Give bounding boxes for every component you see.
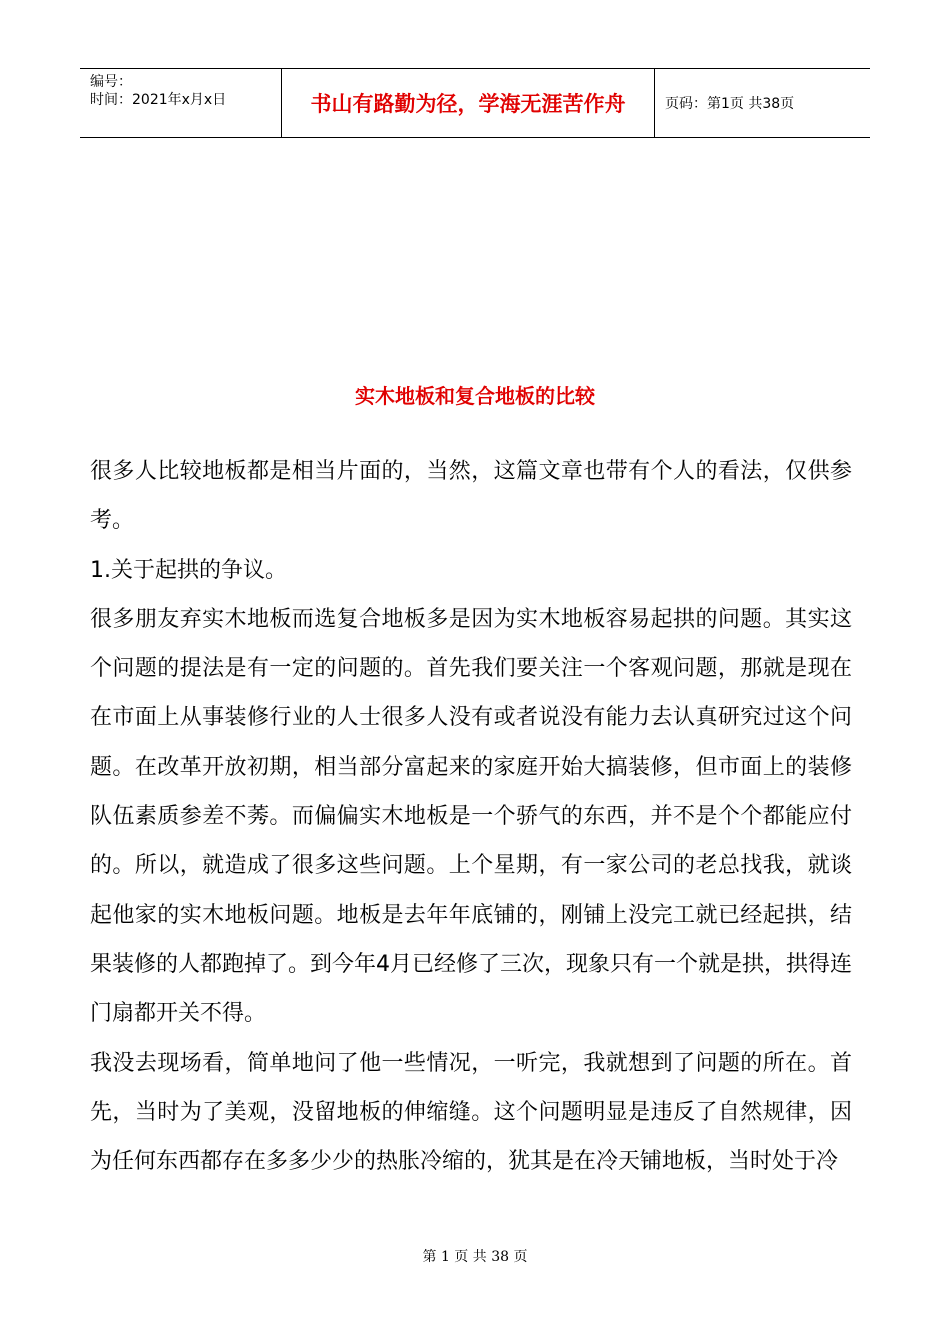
paragraph: 我没去现场看，简单地问了他一些情况，一听完，我就想到了问题的所在。首先，当时为了美观，没留地板的伸缩缝。这个问题明显是违反了自然规律，因为任何东西都存在多多少少的热胀冷缩的，犹其是在冷天铺地板，当时处于冷 [90,1050,852,1175]
paragraph: 很多人比较地板都是相当片面的，当然，这篇文章也带有个人的看法，仅供参考。 [90,459,852,534]
time-label: 时间：2021年x月x日 [90,92,227,108]
header-motto: 书山有路勤为径，学海无涯苦作舟 [282,69,655,137]
code-label: 编号： [90,74,132,90]
paragraph: 1.关于起拱的争议。 [90,557,287,583]
paragraph: 很多朋友弃实木地板而选复合地板多是因为实木地板容易起拱的问题。其实这个问题的提法是有一定的问题的。首先我们要关注一个客观问题，那就是现在在市面上从事装修行业的人士很多人没有或者说没有能力去认真研究过这个问题。在改革开放初期，相当部分富起来的家庭开始大搞装修，但市面上的装修队伍素质参差不莠。而偏偏实木地板是一个骄气的东西，并不是个个都能应付的。所以，就造成了很多这些问题。上个星期，有一家公司的老总找我，就谈起他家的实木地板问题。地板是去年年底铺的，刚铺上没完工就已经起拱，结果装修的人都跑掉了。到今年4月已经修了三次，现象只有一个就是拱，拱得连门扇都开关不得。 [90,606,852,1027]
page-footer: 第 1 页 共 38 页 [422,1249,528,1265]
document-body [90,447,852,1186]
header-meta [80,69,282,137]
page-header [80,68,870,138]
document-title: 实木地板和复合地板的比较 [355,384,595,408]
header-page-info: 页码：第1页 共38页 [665,96,795,112]
